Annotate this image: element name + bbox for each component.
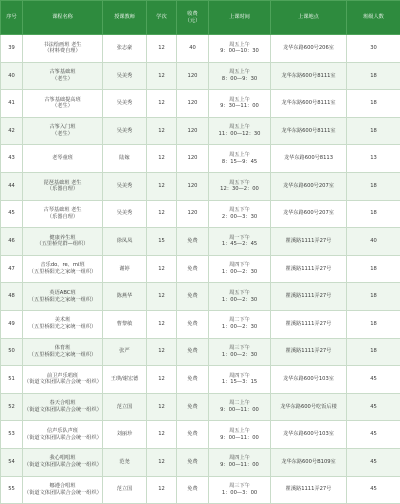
cell-time-line: 9：00—10：30	[210, 48, 269, 55]
cell-course	[23, 255, 103, 283]
cell-no: 50	[1, 338, 23, 366]
cell-no: 51	[1, 366, 23, 394]
cell-time-line: 周四下午	[210, 262, 269, 269]
cell-course-line: （老生）	[24, 131, 101, 138]
cell-course	[23, 476, 103, 504]
cell-place: 龙华东路600号207室	[271, 172, 347, 200]
cell-fee: 免费	[177, 476, 209, 504]
cell-time-line: 9：30—11：00	[210, 103, 269, 110]
cell-course-line: （老生）	[24, 103, 101, 110]
cell-time	[209, 255, 271, 283]
cell-quota: 45	[347, 393, 400, 421]
table-body	[1, 35, 400, 504]
table-header-row	[1, 1, 400, 35]
cell-teacher: 范尧	[103, 448, 147, 476]
cell-time	[209, 421, 271, 449]
table-row	[1, 310, 400, 338]
cell-fee: 免费	[177, 228, 209, 256]
cell-time-line: 1：00—2：30	[210, 324, 269, 331]
header-teacher: 授课教师	[103, 1, 147, 35]
cell-hours: 12	[147, 421, 177, 449]
cell-course	[23, 145, 103, 173]
cell-teacher: 徐凤凤	[103, 228, 147, 256]
cell-course-line: 古筝入门班	[24, 124, 101, 131]
table-row	[1, 35, 400, 63]
cell-fee: 120	[177, 172, 209, 200]
cell-course-line: 书法绘画班 老生	[24, 42, 101, 49]
cell-place: 瞿溪路1111弄27号	[271, 338, 347, 366]
table-row	[1, 283, 400, 311]
cell-time	[209, 200, 271, 228]
header-fee-line: 收费	[178, 11, 207, 18]
cell-time	[209, 338, 271, 366]
cell-quota: 18	[347, 90, 400, 118]
cell-time-line: 8：15—9：45	[210, 159, 269, 166]
cell-place: 龙华东路600号8111室	[271, 62, 347, 90]
cell-no: 48	[1, 283, 23, 311]
table-row	[1, 172, 400, 200]
cell-time	[209, 366, 271, 394]
cell-no: 52	[1, 393, 23, 421]
cell-hours: 12	[147, 62, 177, 90]
cell-time-line: 周四上午	[210, 455, 269, 462]
cell-no: 54	[1, 448, 23, 476]
table-row	[1, 228, 400, 256]
cell-hours: 12	[147, 35, 177, 63]
cell-time	[209, 35, 271, 63]
cell-no: 39	[1, 35, 23, 63]
cell-no: 45	[1, 200, 23, 228]
cell-quota: 40	[347, 228, 400, 256]
table-row	[1, 476, 400, 504]
cell-quota: 18	[347, 200, 400, 228]
cell-fee: 120	[177, 62, 209, 90]
cell-course-line: （老生）	[24, 76, 101, 83]
cell-no: 40	[1, 62, 23, 90]
cell-quota: 45	[347, 448, 400, 476]
cell-teacher: 陆嫁	[103, 145, 147, 173]
cell-quota: 18	[347, 255, 400, 283]
cell-course-line: （街道文体团队联合会统一组织）	[24, 435, 101, 442]
cell-time-line: 周五上午	[210, 152, 269, 159]
header-no: 序号	[1, 1, 23, 35]
cell-course	[23, 310, 103, 338]
cell-fee: 免费	[177, 338, 209, 366]
cell-teacher: 刘丽珍	[103, 421, 147, 449]
cell-course	[23, 448, 103, 476]
cell-place: 龙华东路600号207室	[271, 200, 347, 228]
cell-time-line: 周五上午	[210, 69, 269, 76]
cell-no: 46	[1, 228, 23, 256]
header-fee	[177, 1, 209, 35]
cell-time-line: 1：15—3：15	[210, 379, 269, 386]
cell-time-line: 9：00—11：00	[210, 435, 269, 442]
table-row	[1, 338, 400, 366]
cell-course	[23, 366, 103, 394]
cell-hours: 12	[147, 90, 177, 118]
cell-course-line: 春天合唱班	[24, 400, 101, 407]
cell-course	[23, 35, 103, 63]
cell-place: 龙华东路600号8113	[271, 145, 347, 173]
cell-teacher: 吴美秀	[103, 90, 147, 118]
cell-fee: 免费	[177, 393, 209, 421]
table-row	[1, 200, 400, 228]
cell-fee: 120	[177, 117, 209, 145]
cell-teacher: 吴美秀	[103, 200, 147, 228]
cell-hours: 12	[147, 172, 177, 200]
table-row	[1, 117, 400, 145]
cell-place: 瞿溪路1111弄27号	[271, 310, 347, 338]
cell-course-line: （五里桥阳光之家统一组织）	[24, 352, 101, 359]
cell-course	[23, 200, 103, 228]
cell-time-line: 9：00—11：00	[210, 462, 269, 469]
cell-fee: 免费	[177, 448, 209, 476]
cell-course-line: 琵琶基础班 老生	[24, 180, 101, 187]
cell-quota: 18	[347, 283, 400, 311]
cell-course-line: （街道文体团队联合会统一组织）	[24, 407, 101, 414]
cell-quota: 30	[347, 35, 400, 63]
cell-time	[209, 117, 271, 145]
cell-fee: 120	[177, 200, 209, 228]
cell-course-line: （五里桥党群—组织）	[24, 241, 101, 248]
header-place: 上课地点	[271, 1, 347, 35]
cell-fee: 免费	[177, 366, 209, 394]
cell-course-line: 信声乐队声班	[24, 428, 101, 435]
cell-place: 龙华东路600号206室	[271, 35, 347, 63]
cell-fee: 免费	[177, 255, 209, 283]
cell-time-line: 11：00—12：30	[210, 131, 269, 138]
cell-time	[209, 90, 271, 118]
table-row	[1, 145, 400, 173]
cell-course	[23, 62, 103, 90]
cell-teacher: 范立国	[103, 476, 147, 504]
cell-hours: 12	[147, 255, 177, 283]
cell-course-line: 英语ABC班	[24, 290, 101, 297]
cell-teacher: 吴美秀	[103, 117, 147, 145]
cell-place: 龙华东路600号103室	[271, 366, 347, 394]
cell-course	[23, 117, 103, 145]
cell-no: 42	[1, 117, 23, 145]
cell-fee: 免费	[177, 421, 209, 449]
cell-teacher: 吴美秀	[103, 172, 147, 200]
cell-place: 龙华东路600号吃饭后楼	[271, 393, 347, 421]
cell-course	[23, 338, 103, 366]
header-time: 上课时间	[209, 1, 271, 35]
cell-no: 43	[1, 145, 23, 173]
cell-teacher: 吴美秀	[103, 62, 147, 90]
cell-time	[209, 476, 271, 504]
cell-fee: 40	[177, 35, 209, 63]
cell-hours: 12	[147, 476, 177, 504]
cell-quota: 18	[347, 117, 400, 145]
cell-quota: 18	[347, 62, 400, 90]
cell-time-line: 周二下午	[210, 317, 269, 324]
cell-hours: 12	[147, 366, 177, 394]
cell-course-line: 古筝基础提高班	[24, 97, 101, 104]
cell-course-line: 前卫声乐唱班	[24, 373, 101, 380]
cell-course-line: （街道文体团队联合会统一组织）	[24, 462, 101, 469]
cell-time-line: 1：00—2：30	[210, 297, 269, 304]
cell-course-line: 美术班	[24, 317, 101, 324]
cell-time	[209, 310, 271, 338]
cell-quota: 18	[347, 310, 400, 338]
cell-teacher: 曹黎敏	[103, 310, 147, 338]
cell-hours: 12	[147, 200, 177, 228]
cell-place: 龙华东路600号103室	[271, 421, 347, 449]
cell-quota: 45	[347, 366, 400, 394]
header-hours: 学次	[147, 1, 177, 35]
cell-course-line: 古筝基础班	[24, 69, 101, 76]
cell-time-line: 周五上午	[210, 124, 269, 131]
cell-time-line: 周五下午	[210, 290, 269, 297]
cell-time	[209, 172, 271, 200]
cell-time-line: 8：00—9：30	[210, 76, 269, 83]
cell-course-line: 娜遵合唱班	[24, 483, 101, 490]
cell-time-line: 1：00—2：30	[210, 269, 269, 276]
table-row	[1, 62, 400, 90]
cell-time-line: 周五上午	[210, 428, 269, 435]
cell-quota: 45	[347, 476, 400, 504]
cell-hours: 12	[147, 117, 177, 145]
cell-teacher: 张严	[103, 338, 147, 366]
cell-teacher: 王瑛/谢宏德	[103, 366, 147, 394]
cell-time-line: 12：30—2：00	[210, 186, 269, 193]
table-row	[1, 393, 400, 421]
cell-no: 47	[1, 255, 23, 283]
header-quota: 班级人数	[347, 1, 400, 35]
cell-course-line: 我心唱唱班	[24, 455, 101, 462]
cell-course-line: （五里桥阳光之家统一组织）	[24, 269, 101, 276]
cell-course-line: （街道文体团队联合会统一组织）	[24, 379, 101, 386]
cell-time-line: 周五上午	[210, 97, 269, 104]
cell-no: 53	[1, 421, 23, 449]
table-row	[1, 366, 400, 394]
cell-quota: 18	[347, 172, 400, 200]
cell-hours: 12	[147, 393, 177, 421]
cell-course-line: （材料费自理）	[24, 48, 101, 55]
cell-quota: 18	[347, 338, 400, 366]
cell-time-line: 1：45—2：45	[210, 241, 269, 248]
cell-course-line: （五里桥阳光之家统一组织）	[24, 324, 101, 331]
cell-course-line: （街道文体团队联合会统一组织）	[24, 490, 101, 497]
header-fee-unit: （元）	[178, 18, 207, 25]
cell-time-line: 周五上午	[210, 42, 269, 49]
cell-time-line: 周五下午	[210, 180, 269, 187]
cell-no: 49	[1, 310, 23, 338]
table-row	[1, 255, 400, 283]
cell-time	[209, 62, 271, 90]
cell-place: 龙华东路600号8111室	[271, 90, 347, 118]
cell-time-line: 周三下午	[210, 483, 269, 490]
table-row	[1, 448, 400, 476]
cell-hours: 12	[147, 338, 177, 366]
cell-course	[23, 393, 103, 421]
cell-hours: 12	[147, 283, 177, 311]
table-row	[1, 90, 400, 118]
cell-fee: 免费	[177, 283, 209, 311]
cell-hours: 15	[147, 228, 177, 256]
cell-course-line: （五里桥阳光之家统一组织）	[24, 297, 101, 304]
cell-course	[23, 172, 103, 200]
cell-place: 瞿溪路1111弄27号	[271, 476, 347, 504]
cell-course-line: 体育班	[24, 345, 101, 352]
cell-time-line: 周三下午	[210, 345, 269, 352]
cell-place: 龙华东路600号B109室	[271, 448, 347, 476]
cell-place: 瞿溪路1111弄27号	[271, 255, 347, 283]
cell-teacher: 陈燕华	[103, 283, 147, 311]
cell-course	[23, 90, 103, 118]
cell-course	[23, 283, 103, 311]
cell-place: 龙华东路600号8111室	[271, 117, 347, 145]
cell-time-line: 9：00—11：00	[210, 407, 269, 414]
cell-course	[23, 228, 103, 256]
cell-hours: 12	[147, 448, 177, 476]
cell-quota: 45	[347, 421, 400, 449]
cell-no: 55	[1, 476, 23, 504]
cell-time-line: 周二上午	[210, 400, 269, 407]
cell-course	[23, 421, 103, 449]
cell-place: 瞿溪路1111弄27号	[271, 228, 347, 256]
cell-course-line: （乐器自理）	[24, 186, 101, 193]
cell-no: 44	[1, 172, 23, 200]
cell-fee: 120	[177, 145, 209, 173]
cell-time-line: 2：00—3：30	[210, 214, 269, 221]
cell-time	[209, 283, 271, 311]
cell-course-line: 音乐do、re、mi班	[24, 262, 101, 269]
cell-hours: 12	[147, 310, 177, 338]
cell-teacher: 谢婷	[103, 255, 147, 283]
cell-time-line: 周一下午	[210, 235, 269, 242]
cell-course-line: 古琴基础班 老生	[24, 207, 101, 214]
cell-time-line: 1：00—3：00	[210, 490, 269, 497]
cell-quota: 13	[347, 145, 400, 173]
cell-time	[209, 145, 271, 173]
cell-course-line: （乐器自理）	[24, 214, 101, 221]
cell-teacher: 张志豪	[103, 35, 147, 63]
cell-hours: 12	[147, 145, 177, 173]
cell-course-line: 老琴童班	[24, 155, 101, 162]
cell-time-line: 周五下午	[210, 207, 269, 214]
cell-time	[209, 393, 271, 421]
cell-course-line: 健康养生班	[24, 235, 101, 242]
cell-time-line: 周四下午	[210, 373, 269, 380]
cell-place: 瞿溪路1111弄27号	[271, 283, 347, 311]
cell-time	[209, 448, 271, 476]
header-course: 课程名称	[23, 1, 103, 35]
table-row	[1, 421, 400, 449]
cell-no: 41	[1, 90, 23, 118]
cell-time-line: 1：00—2：30	[210, 352, 269, 359]
cell-fee: 120	[177, 90, 209, 118]
cell-teacher: 范立国	[103, 393, 147, 421]
cell-fee: 免费	[177, 310, 209, 338]
cell-time	[209, 228, 271, 256]
